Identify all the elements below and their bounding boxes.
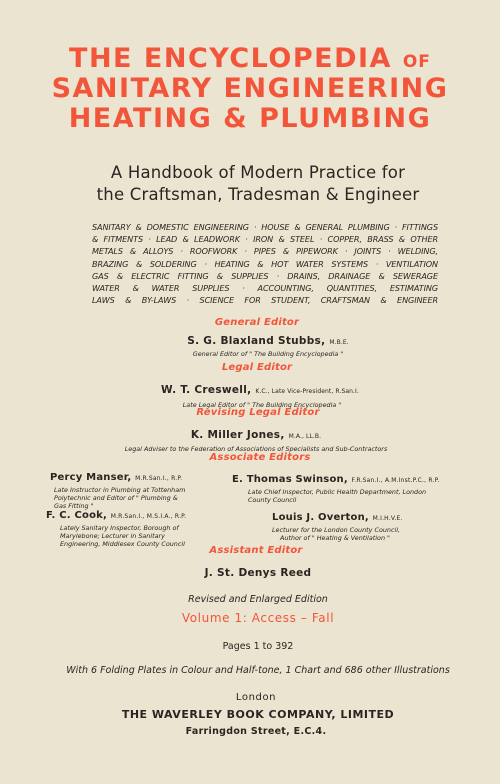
associate-editor-note: Engineering, Middlesex County Council	[60, 540, 185, 548]
associate-editor-name-line	[50, 472, 185, 483]
associate-editor-note: Polytechnic and Editor of " Plumbing &	[54, 494, 178, 502]
pages-text: Pages 1 to 392	[222, 641, 294, 652]
associate-editor-name-line	[232, 474, 440, 485]
associate-editor-quals: M.R.San.I., R.P.	[135, 475, 183, 482]
publisher-city: London	[235, 692, 277, 703]
associate-editor-card	[272, 512, 403, 542]
associate-editor-name: F. C. Cook,	[46, 510, 107, 521]
associate-editor-note: Lecturer for the London County Council,	[272, 526, 401, 534]
associate-editor-quals: F.R.San.I., A.M.Inst.P.C., R.P.	[351, 477, 440, 484]
subject-list	[92, 221, 438, 306]
subtitle-line-1: A Handbook of Modern Practice for	[110, 163, 406, 182]
title-line-3: HEATING & PLUMBING	[68, 103, 432, 134]
subject-line: GAS & ELECTRIC FITTING & SUPPLIES · DRAINS, DRAINAGE & SEWERAGE	[92, 270, 438, 281]
general-editor-note: General Editor of " The Building Encyclopedia "	[192, 350, 344, 358]
revising-legal-editor-quals: M.A., LL.B.	[288, 433, 322, 440]
title-main-text: THE ENCYCLOPEDIA	[69, 43, 392, 74]
associate-editors-role: Associate Editors	[209, 452, 311, 463]
title-line-2: SANITARY ENGINEERING	[51, 73, 449, 104]
subject-line: & FITMENTS · LEAD & LEADWORK · IRON & STEEL · COPPER, BRASS & OTHER	[92, 234, 438, 245]
subject-line: SANITARY & DOMESTIC ENGINEERING · HOUSE & GENERAL PLUMBING · FITTINGS	[92, 222, 438, 232]
revising-legal-editor-name-line	[6, 429, 500, 441]
subject-line: METALS & ALLOYS · ROOFWORK · PIPES & PIPEWORK · JOINTS · WELDING,	[92, 246, 438, 257]
legal-editor-name: W. T. Creswell,	[161, 384, 252, 396]
associate-editor-name: Percy Manser,	[50, 472, 132, 483]
volume-text: Volume 1: Access – Fall	[181, 611, 335, 625]
legal-editor-role: Legal Editor	[221, 362, 293, 373]
associate-editor-note: Marylebone; Lecturer in Sanitary	[60, 532, 165, 540]
general-editor-role: General Editor	[214, 317, 300, 328]
associate-editor-note: Late Chief Inspector, Public Health Department, London	[248, 488, 427, 496]
associate-editor-card	[50, 472, 185, 510]
associate-editor-quals: M.R.San.I., M.S.I.A., R.P.	[110, 513, 187, 520]
subject-line: LAWS & BY-LAWS · SCIENCE FOR STUDENT, CRAFTSMAN & ENGINEER	[92, 295, 438, 306]
associate-editor-name: E. Thomas Swinson,	[232, 474, 348, 485]
associate-editor-name: Louis J. Overton,	[272, 512, 369, 523]
associate-editor-name-line	[272, 512, 403, 523]
associate-editor-note: Gas Fitting "	[54, 502, 94, 510]
associate-editor-card	[232, 474, 440, 504]
associate-editor-note: County Council	[248, 496, 297, 504]
revising-legal-editor-note: Legal Adviser to the Federation of Associations of Specialists and Sub-Contractors	[124, 445, 388, 453]
associate-editor-card	[46, 510, 186, 548]
edition-text: Revised and Enlarged Edition	[188, 594, 328, 605]
legal-editor-name-line	[10, 384, 500, 396]
associate-editor-note: Late Instructor in Plumbing at Tottenham	[54, 486, 186, 494]
publisher-company: THE WAVERLEY BOOK COMPANY, LIMITED	[121, 708, 395, 721]
assistant-editor-name: J. St. Denys Reed	[204, 567, 312, 579]
publisher-street: Farringdon Street, E.C.4.	[185, 726, 327, 737]
associate-editor-note: Author of " Heating & Ventilation "	[280, 534, 390, 542]
subject-line: BRAZING & SOLDERING · HEATING & HOT WATER SYSTEMS · VENTILATION	[92, 258, 438, 269]
revising-legal-editor-role: Revising Legal Editor	[196, 407, 320, 418]
revising-legal-editor-name: K. Miller Jones,	[190, 429, 285, 441]
associate-editor-note: Lately Sanitary Inspector, Borough of	[60, 524, 179, 532]
legal-editor-note: Late Legal Editor of " The Building Encyclopedia "	[182, 401, 342, 409]
general-editor-name: S. G. Blaxland Stubbs,	[187, 335, 326, 347]
associate-editor-quals: M.I.H.V.E.	[372, 515, 403, 522]
general-editor-quals: M.B.E.	[329, 339, 349, 346]
assistant-editor-role: Assistant Editor	[209, 545, 303, 556]
legal-editor-quals: K.C., Late Vice-President, R.San.I.	[255, 388, 359, 395]
general-editor-name-line	[18, 335, 500, 347]
subtitle-line-2: the Craftsman, Tradesman & Engineer	[96, 185, 420, 204]
plates-text: With 6 Folding Plates in Colour and Half-tone, 1 Chart and 686 other Illustrations	[66, 665, 450, 676]
associate-editor-name-line	[46, 510, 186, 521]
title-of-text: OF	[402, 52, 431, 72]
subject-line: WATER & WATER SUPPLIES · ACCOUNTING, QUANTITIES, ESTIMATING	[92, 283, 438, 294]
